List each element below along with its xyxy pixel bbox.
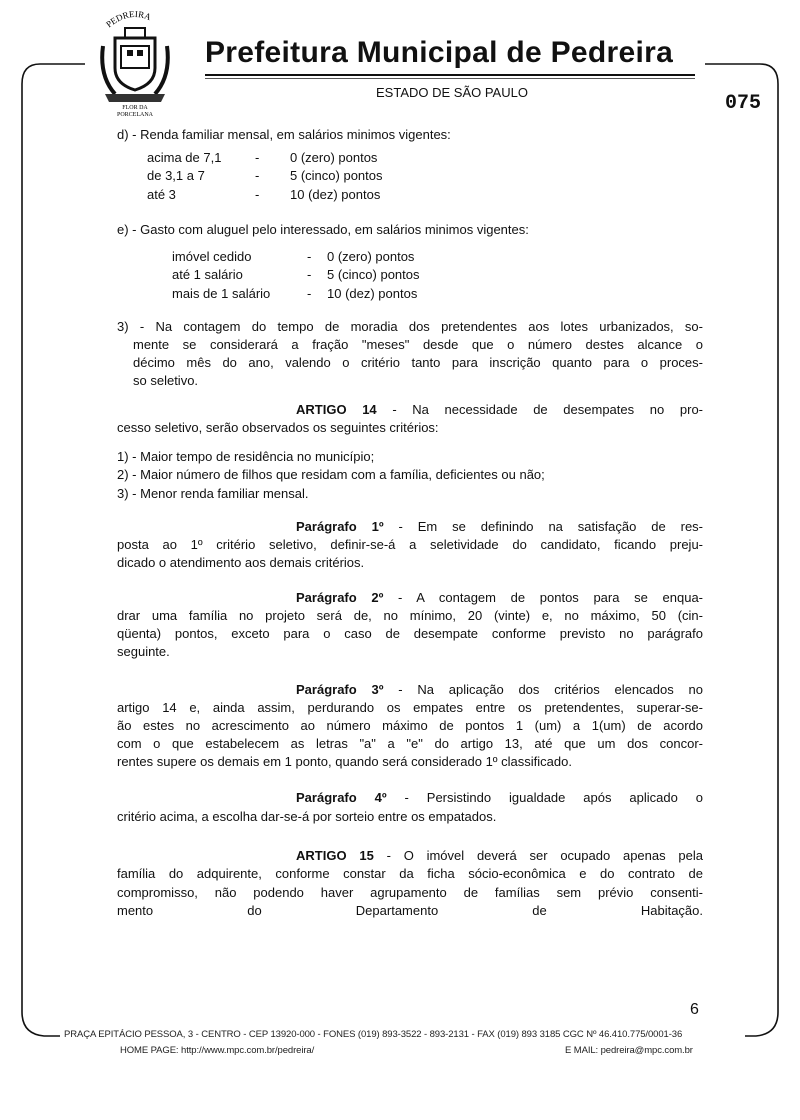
- rent-points: 0 (zero) pontos: [327, 249, 415, 264]
- income-points: 0 (zero) pontos: [290, 150, 378, 165]
- rent-range: mais de 1 salário: [172, 286, 271, 301]
- paragrafo-2-line: seguinte.: [117, 644, 170, 659]
- paragrafo-4-line: critério acima, a escolha dar-se-á por sorteio entre os empatados.: [117, 809, 497, 824]
- paragrafo-1-label: Parágrafo 1º: [296, 519, 384, 534]
- artigo-15-label: ARTIGO 15: [296, 848, 374, 863]
- dash: -: [307, 267, 312, 282]
- item-e-heading: e) - Gasto com aluguel pelo interessado, em salários minimos vigentes:: [117, 222, 529, 237]
- paragrafo-2-label: Parágrafo 2º: [296, 590, 384, 605]
- artigo-14-label: ARTIGO 14: [296, 402, 377, 417]
- artigo-15-line: [296, 848, 703, 864]
- rent-range: até 1 salário: [172, 267, 243, 282]
- footer-homepage: HOME PAGE: http://www.mpc.com.br/pedreira/: [120, 1045, 315, 1056]
- dash: -: [255, 168, 260, 183]
- paragrafo-2-line: qüenta) pontos, exceto para o caso de desempate conforme previsto no parágrafo: [117, 626, 703, 641]
- dash: -: [307, 249, 312, 264]
- paragrafo-3-line: com o que estabelecem as letras "a" a "e" do artigo 13, até que um dos concor-: [117, 736, 703, 751]
- rent-points: 5 (cinco) pontos: [327, 267, 420, 282]
- artigo-15-line: mento do Departamento de Habitação.: [117, 903, 703, 918]
- dash: -: [255, 187, 260, 202]
- item-3-line: 3) - Na contagem do tempo de moradia dos pretendentes aos lotes urbanizados, so-: [117, 319, 703, 334]
- artigo-15-line: família do adquirente, conforme constar da ficha sócio-econômica e do contrato de: [117, 866, 703, 881]
- title-underline: [205, 74, 695, 76]
- title-underline-thin: [205, 78, 695, 79]
- dash: -: [255, 150, 260, 165]
- state-subtitle: ESTADO DE SÃO PAULO: [376, 85, 528, 100]
- paragrafo-3-line: artigo 14 e, ainda assim, perdurando os empates entre os pretendentes, superar-se-: [117, 700, 703, 715]
- rent-points: 10 (dez) pontos: [327, 286, 418, 301]
- artigo-15-line: compromisso, não podendo haver agrupamento de famílias sem prévio consenti-: [117, 885, 703, 900]
- paragrafo-1-line: posta ao 1º critério seletivo, definir-se-á a seletividade do candidato, ficando preju-: [117, 537, 703, 552]
- paragrafo-3-text: - Na aplicação dos critérios elencados no: [383, 682, 703, 697]
- dash: -: [307, 286, 312, 301]
- svg-text:PORCELANA: PORCELANA: [116, 112, 154, 118]
- svg-text:FLOR DA: FLOR DA: [122, 105, 148, 111]
- footer-address: PRAÇA EPITÁCIO PESSOA, 3 - CENTRO - CEP 13920-000 - FONES (019) 893-3522 - 893-2131 - FAX (019) 893 3185 CGC Nº 46.410.775/0001-36: [64, 1029, 683, 1040]
- item-3-line: décimo mês do ano, valendo o critério tanto para inscrição quanto para o proces-: [133, 355, 703, 370]
- income-points: 5 (cinco) pontos: [290, 168, 383, 183]
- paragrafo-3-line: ão estes no acrescimento ao número máximo de pontos 1 (um) a 1(um) de acordo: [117, 718, 703, 733]
- paragrafo-4-text: - Persistindo igualdade após aplicado o: [386, 790, 703, 805]
- artigo-14-line: cesso seletivo, serão observados os seguintes critérios:: [117, 420, 439, 435]
- paragrafo-3-line: [296, 682, 703, 698]
- paragrafo-2-line: drar uma família no projeto será de, no mínimo, 20 (vinte) e, no máximo, 50 (cin-: [117, 608, 703, 623]
- municipal-crest-logo: [95, 6, 175, 118]
- paragrafo-4-line: [296, 790, 703, 806]
- paragrafo-3-label: Parágrafo 3º: [296, 682, 384, 697]
- footer-email: E MAIL: pedreira@mpc.com.br: [565, 1045, 693, 1056]
- income-range: de 3,1 a 7: [147, 168, 205, 183]
- income-points: 10 (dez) pontos: [290, 187, 381, 202]
- paragrafo-3-line: rentes supere os demais em 1 ponto, quando será considerado 1º classificado.: [117, 754, 572, 769]
- paragrafo-1-line: dicado o atendimento aos demais critérios.: [117, 555, 365, 570]
- paragrafo-2-text: - A contagem de pontos para se enqua-: [383, 590, 704, 605]
- artigo-15-text: - O imóvel deverá ser ocupado apenas pela: [373, 848, 703, 863]
- folio-number: 075: [725, 92, 762, 115]
- page-title: Prefeitura Municipal de Pedreira: [205, 36, 674, 69]
- income-range: acima de 7,1: [147, 150, 222, 165]
- item-d-heading: d) - Renda familiar mensal, em salários minimos vigentes:: [117, 127, 451, 142]
- criterion-item: 2) - Maior número de filhos que residam com a família, deficientes ou não;: [117, 467, 545, 482]
- criterion-item: 3) - Menor renda familiar mensal.: [117, 486, 309, 501]
- item-3-line: mente se considerará a fração "meses" desde que o número destes alcance o: [133, 337, 703, 352]
- artigo-14-line: [296, 402, 703, 418]
- paragrafo-1-line: [296, 519, 703, 535]
- paragrafo-4-label: Parágrafo 4º: [296, 790, 387, 805]
- paragrafo-1-text: - Em se definindo na satisfação de res-: [383, 519, 704, 534]
- rent-range: imóvel cedido: [172, 249, 252, 264]
- criterion-item: 1) - Maior tempo de residência no município;: [117, 449, 375, 464]
- item-3-line: so seletivo.: [133, 373, 199, 388]
- svg-text:PEDREIRA: PEDREIRA: [104, 8, 153, 30]
- artigo-14-text: - Na necessidade de desempates no pro-: [376, 402, 704, 417]
- page-number: 6: [690, 1001, 699, 1018]
- income-range: até 3: [147, 187, 176, 202]
- paragrafo-2-line: [296, 590, 703, 606]
